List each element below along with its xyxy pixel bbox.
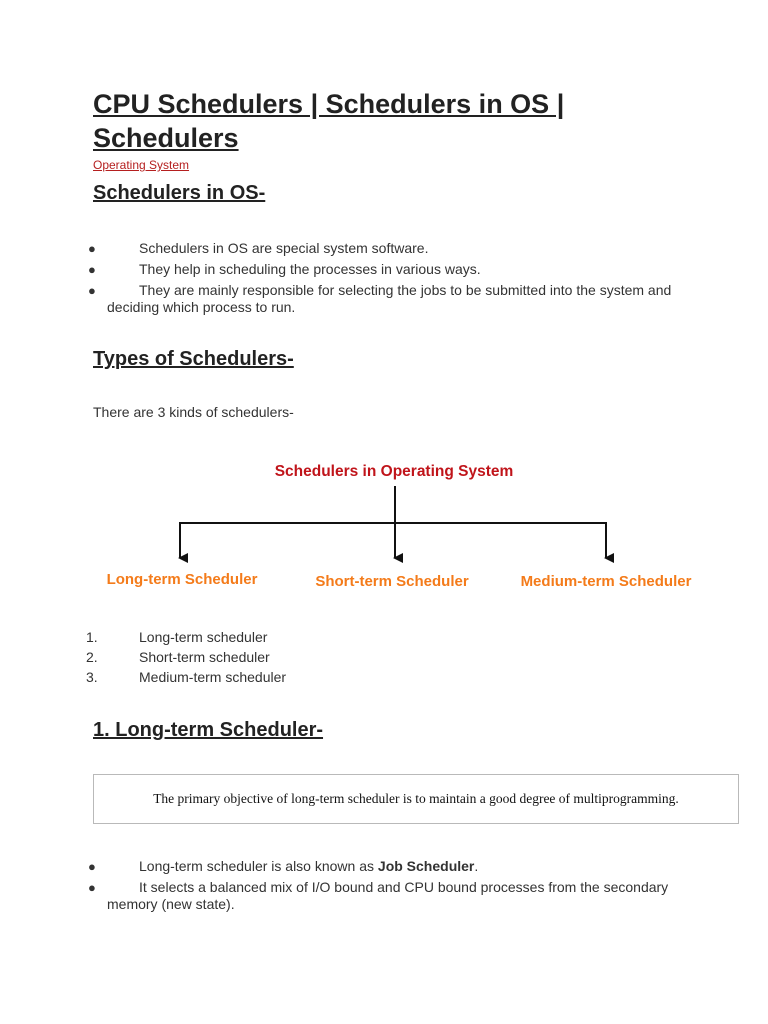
diagram-child-medium-term: Medium-term Scheduler bbox=[520, 573, 692, 590]
schedulers-bullet-list bbox=[90, 240, 690, 320]
schedulers-diagram bbox=[90, 455, 720, 605]
list-item: ● Long-term scheduler is also known as Job Scheduler. bbox=[88, 858, 479, 874]
list-item: 2. Short-term scheduler bbox=[86, 649, 270, 665]
definition-text: The primary objective of long-term scheduler is to maintain a good degree of multiprogramming. bbox=[153, 791, 679, 806]
diagram-child-short-term: Short-term Scheduler bbox=[315, 573, 469, 590]
diagram-child-long-term: Long-term Scheduler bbox=[106, 571, 258, 588]
list-item: ● They are mainly responsible for selecting the jobs to be submitted into the system and deciding which process to run. bbox=[88, 282, 672, 315]
heading-long-term-scheduler: 1. Long-term Scheduler- bbox=[93, 719, 324, 741]
bullet-icon: ● bbox=[88, 241, 96, 256]
long-term-bullet-list bbox=[90, 858, 690, 917]
list-item: ● It selects a balanced mix of I/O bound and CPU bound processes from the secondary memory (new state). bbox=[88, 879, 669, 912]
list-item: ● They help in scheduling the processes in various ways. bbox=[88, 261, 481, 277]
category-link[interactable]: Operating System bbox=[93, 158, 190, 172]
list-item: 3. Medium-term scheduler bbox=[86, 669, 287, 685]
list-item: 1. Long-term scheduler bbox=[86, 629, 268, 645]
page-title: CPU Schedulers | Schedulers in OS | Schedulers bbox=[93, 89, 565, 153]
diagram-root-label: Schedulers in Operating System bbox=[274, 463, 514, 480]
heading-schedulers-in-os: Schedulers in OS- bbox=[93, 182, 266, 204]
job-scheduler-term: Job Scheduler bbox=[377, 858, 475, 874]
intro-text: There are 3 kinds of schedulers- bbox=[93, 404, 294, 420]
list-item: ● Schedulers in OS are special system software. bbox=[88, 240, 429, 256]
heading-types-of-schedulers: Types of Schedulers- bbox=[93, 348, 294, 370]
definition-box bbox=[93, 774, 739, 824]
bullet-icon: ● bbox=[88, 880, 96, 895]
bullet-icon: ● bbox=[88, 262, 96, 277]
bullet-icon: ● bbox=[88, 859, 96, 874]
bullet-icon: ● bbox=[88, 283, 96, 298]
schedulers-numbered-list bbox=[86, 629, 690, 689]
